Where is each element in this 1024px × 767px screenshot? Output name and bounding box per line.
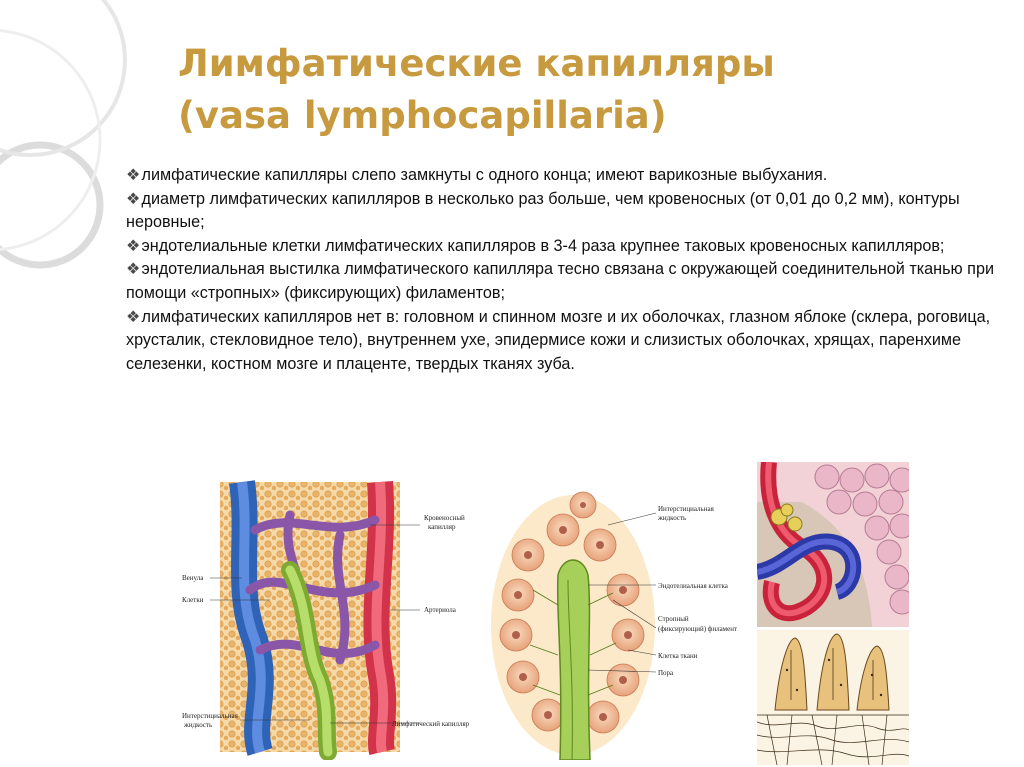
diamond-bullet-icon: ❖	[126, 260, 141, 279]
bullet-list	[126, 164, 1006, 376]
label-arteriole: Артериола	[424, 606, 456, 614]
label-interstitial: Интерстициальная	[658, 505, 714, 513]
label-blood-capillary: Кровеносный	[424, 514, 465, 522]
label-lymph-capillary: Лимфатический капилляр	[392, 720, 470, 728]
decorative-rings	[0, 0, 130, 300]
label-interstitial-2: жидкость	[184, 721, 213, 729]
label-interstitial-2: жидкость	[658, 514, 687, 522]
diamond-bullet-icon: ❖	[126, 166, 141, 184]
lymphatic-capillary-illustration	[488, 485, 758, 760]
bullet-text: лимфатических капилляров нет в: головном и спинном мозге и их оболочках, глазном яблоке (склера, роговица, хрусталик, стекловидное тело), внутреннем ухе, эпидермисе кожи и слизистых оболочках, хрящах, паренхиме селезенки, костном мозге и плаценте, твердых тканях зуба.	[126, 307, 991, 373]
skin-papillae-illustration	[757, 630, 909, 765]
label-venule: Венула	[182, 574, 204, 582]
label-blood-capillary-2: капилляр	[428, 523, 456, 531]
bullet-item	[126, 188, 1006, 235]
slide-title	[178, 38, 978, 142]
label-anchoring-filament-2: (фиксирующий) филамент	[658, 625, 738, 633]
label-pore: Пора	[658, 669, 674, 677]
bullet-text: диаметр лимфатических капилляров в несколько раз больше, чем кровеносных (от 0,01 до 0,2 мм), контуры неровные;	[126, 189, 960, 232]
label-endothelial-cell: Эндотелиальная клетка	[658, 582, 728, 590]
coiled-vessels-illustration	[757, 462, 909, 627]
title-line-1: Лимфатические капилляры	[178, 42, 775, 85]
bullet-text: эндотелиальные клетки лимфатических капилляров в 3-4 раза крупнее таковых кровеносных капилляров;	[141, 236, 945, 255]
capillary-bed-illustration	[180, 470, 500, 760]
label-cells: Клетки	[182, 596, 204, 604]
bullet-item	[126, 306, 1006, 377]
label-anchoring-filament: Стропный	[658, 615, 689, 623]
title-line-2: (vasa lymphocapillaria)	[178, 94, 667, 137]
diamond-bullet-icon: ❖	[126, 189, 141, 208]
diamond-bullet-icon: ❖	[126, 236, 141, 255]
label-interstitial: Интерстициальная	[182, 712, 238, 720]
bullet-text: лимфатические капилляры слепо замкнуты с одного конца; имеют варикозные выбухания.	[141, 166, 828, 184]
label-tissue-cell: Клетка ткани	[658, 652, 698, 660]
bullet-item	[126, 235, 1006, 259]
diamond-bullet-icon: ❖	[126, 307, 141, 326]
bullet-item	[126, 258, 1006, 305]
bullet-text: эндотелиальная выстилка лимфатического капилляра тесно связана с окружающей соединительной тканью при помощи «стропных» (фиксирующих) филаментов;	[126, 260, 994, 302]
bullet-item	[126, 164, 1006, 188]
